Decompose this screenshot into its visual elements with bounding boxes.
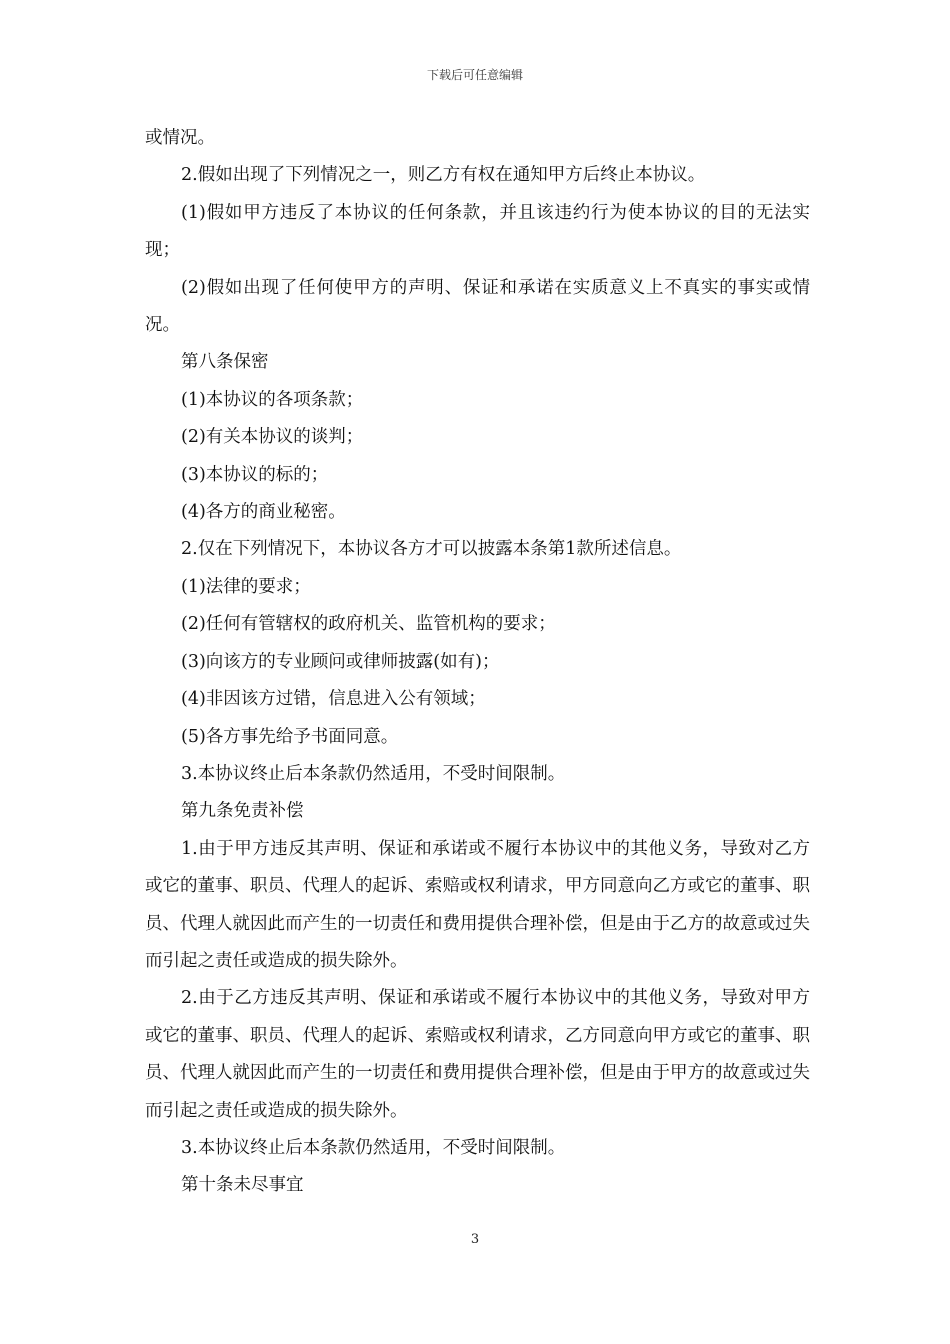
- section-heading: 第九条免责补偿: [181, 801, 304, 822]
- list-item: (4)各方的商业秘密。: [181, 502, 346, 523]
- list-item: (5)各方事先给予书面同意。: [181, 726, 399, 747]
- paragraph: 3.本协议终止后本条款仍然适用，不受时间限制。: [181, 763, 566, 784]
- list-item: (2)任何有管辖权的政府机关、监管机构的要求；: [181, 614, 556, 635]
- paragraph: 2.由于乙方违反其声明、保证和承诺或不履行本协议中的其他义务，导致对甲方或它的董事、职员、代理人的起诉、索赔或权利请求，乙方同意向甲方或它的董事、职员、代理人就因此而产生的一切责任和费用提供合理补偿，但是由于甲方的故意或过失而引起之责任或造成的损失除外。: [145, 988, 810, 1121]
- list-item: (4)非因该方过错，信息进入公有领域；: [181, 689, 486, 710]
- paragraph: (1)假如甲方违反了本协议的任何条款，并且该违约行为使本协议的目的无法实现；: [145, 202, 810, 261]
- list-item: (3)向该方的专业顾问或律师披露(如有)；: [181, 651, 500, 672]
- paragraph: (2)假如出现了任何使甲方的声明、保证和承诺在实质意义上不真实的事实或情况。: [145, 277, 810, 336]
- paragraph: 或情况。: [145, 128, 215, 148]
- list-item: (1)法律的要求；: [181, 576, 311, 597]
- list-item: (3)本协议的标的；: [181, 464, 329, 485]
- paragraph: 1.由于甲方违反其声明、保证和承诺或不履行本协议中的其他义务，导致对乙方或它的董事、职员、代理人的起诉、索赔或权利请求，甲方同意向乙方或它的董事、职员、代理人就因此而产生的一切责任和费用提供合理补偿，但是由于乙方的故意或过失而引起之责任或造成的损失除外。: [145, 838, 810, 971]
- paragraph: 3.本协议终止后本条款仍然适用，不受时间限制。: [181, 1137, 566, 1158]
- document-body: [145, 120, 810, 1205]
- paragraph: 2.假如出现了下列情况之一，则乙方有权在通知甲方后终止本协议。: [181, 165, 706, 186]
- list-item: (1)本协议的各项条款；: [181, 389, 364, 410]
- page-number: 3: [470, 1232, 480, 1247]
- list-item: (2)有关本协议的谈判；: [181, 427, 364, 448]
- section-heading: 第十条未尽事宜: [181, 1175, 304, 1196]
- section-heading: 第八条保密: [181, 352, 269, 373]
- paragraph: 2.仅在下列情况下，本协议各方才可以披露本条第1款所述信息。: [181, 539, 682, 560]
- page-header: 下载后可任意编辑: [426, 68, 523, 82]
